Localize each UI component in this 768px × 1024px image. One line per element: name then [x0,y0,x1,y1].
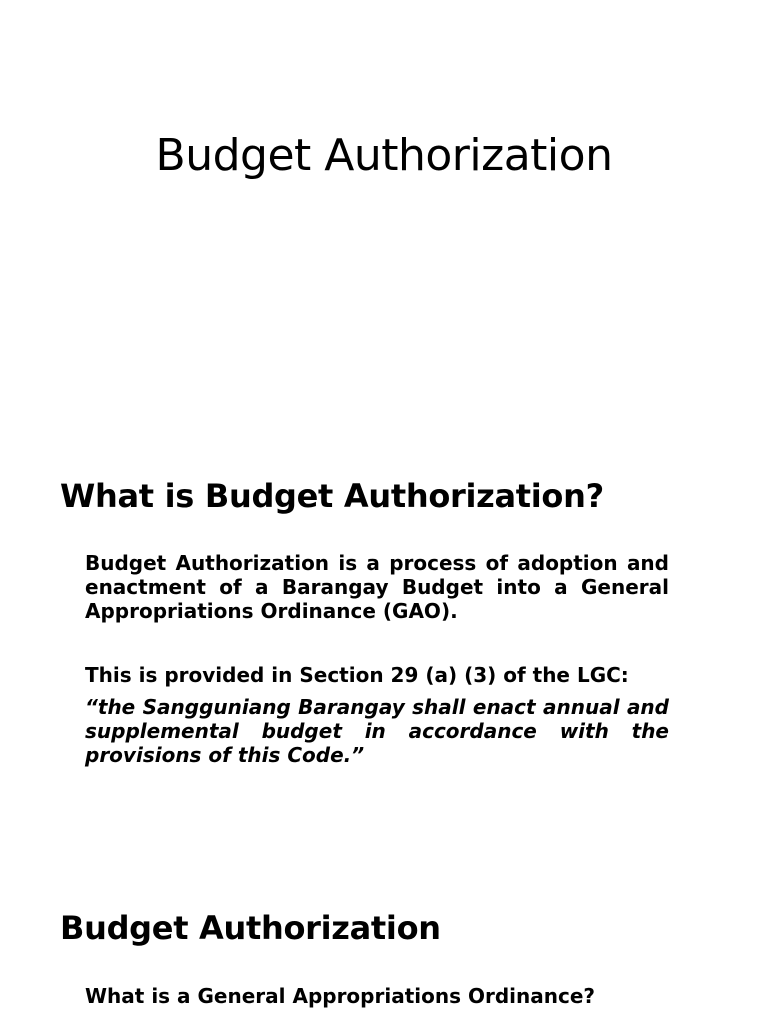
section-heading-budget-authorization: Budget Authorization [60,909,441,947]
legal-quote: “the Sangguniang Barangay shall enact annual and supplemental budget in accordance with the provisions of this Code.” [85,695,669,767]
legal-source-paragraph: This is provided in Section 29 (a) (3) of the LGC: [85,663,629,687]
section-heading-what-is-budget-authorization: What is Budget Authorization? [60,477,604,515]
question-paragraph: What is a General Appropriations Ordinance? [85,984,595,1008]
definition-paragraph: Budget Authorization is a process of adoption and enactment of a Barangay Budget into a General Appropriations Ordinance (GAO). [85,551,669,623]
slide-title: Budget Authorization [155,130,613,181]
